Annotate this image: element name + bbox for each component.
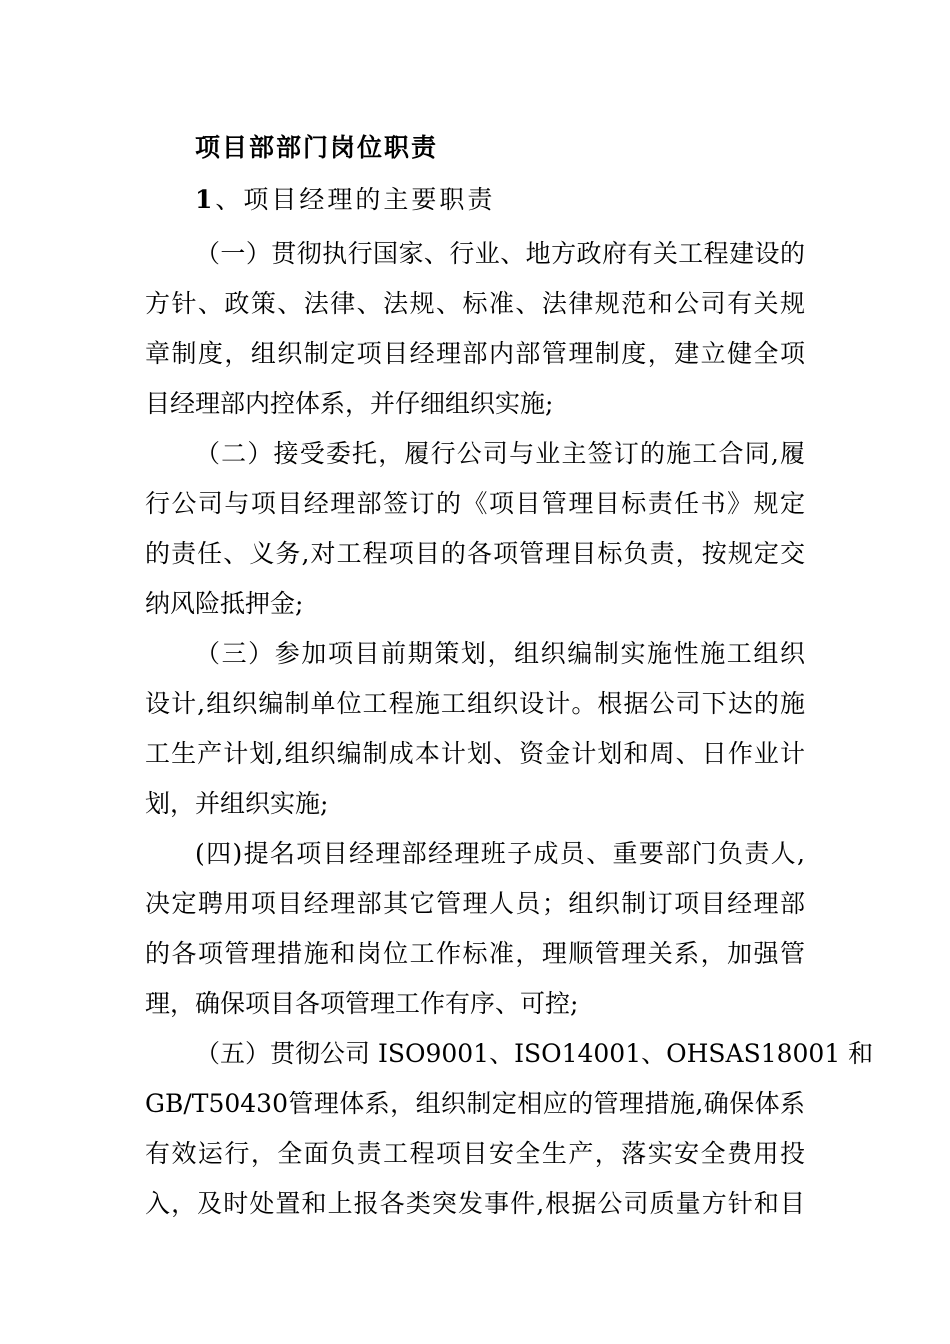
paragraph-line: 工生产计划,组织编制成本计划、资金计划和周、日作业计 <box>145 739 805 768</box>
paragraph-line: （三）参加项目前期策划，组织编制实施性施工组织 <box>195 639 805 668</box>
paragraph-1 <box>145 229 805 429</box>
paragraph-line: (四)提名项目经理部经理班子成员、重要部门负责人, <box>195 839 805 868</box>
paragraph-line: （二）接受委托，履行公司与业主签订的施工合同,履 <box>195 439 805 468</box>
document-title: 项目部部门岗位职责 <box>195 133 439 162</box>
section-number: 1 <box>195 185 216 214</box>
paragraph-3 <box>145 629 805 829</box>
paragraph-line: 入，及时处置和上报各类突发事件,根据公司质量方针和目 <box>145 1189 805 1218</box>
paragraph-line: （五）贯彻公司 ISO9001、ISO14001、OHSAS18001 和 <box>195 1039 874 1068</box>
paragraph-5 <box>145 1029 874 1229</box>
paragraph-line: 划，并组织实施; <box>145 789 329 818</box>
section-heading <box>195 180 495 220</box>
paragraph-line: 有效运行，全面负责工程项目安全生产，落实安全费用投 <box>145 1139 805 1168</box>
paragraph-line: 目经理部内控体系，并仔细组织实施; <box>145 389 554 418</box>
paragraph-2 <box>145 429 805 629</box>
paragraph-line: 的责任、义务,对工程项目的各项管理目标负责，按规定交 <box>145 539 805 568</box>
paragraph-line: 章制度，组织制定项目经理部内部管理制度，建立健全项 <box>145 339 805 368</box>
paragraph-line: （一）贯彻执行国家、行业、地方政府有关工程建设的 <box>195 239 805 268</box>
paragraph-line: 的各项管理措施和岗位工作标准，理顺管理关系，加强管 <box>145 939 805 968</box>
paragraph-line: 理，确保项目各项管理工作有序、可控; <box>145 989 579 1018</box>
paragraph-4 <box>145 829 805 1029</box>
paragraph-line: 设计,组织编制单位工程施工组织设计。根据公司下达的施 <box>145 689 805 718</box>
paragraph-line: GB/T50430管理体系，组织制定相应的管理措施,确保体系 <box>145 1089 805 1118</box>
paragraph-line: 纳风险抵押金; <box>145 589 304 618</box>
paragraph-line: 行公司与项目经理部签订的《项目管理目标责任书》规定 <box>145 489 805 518</box>
paragraph-line: 方针、政策、法律、法规、标准、法律规范和公司有关规 <box>145 289 805 318</box>
paragraph-line: 决定聘用项目经理部其它管理人员；组织制订项目经理部 <box>145 889 805 918</box>
section-title: 、项目经理的主要职责 <box>215 185 496 214</box>
document-body <box>145 229 874 1229</box>
